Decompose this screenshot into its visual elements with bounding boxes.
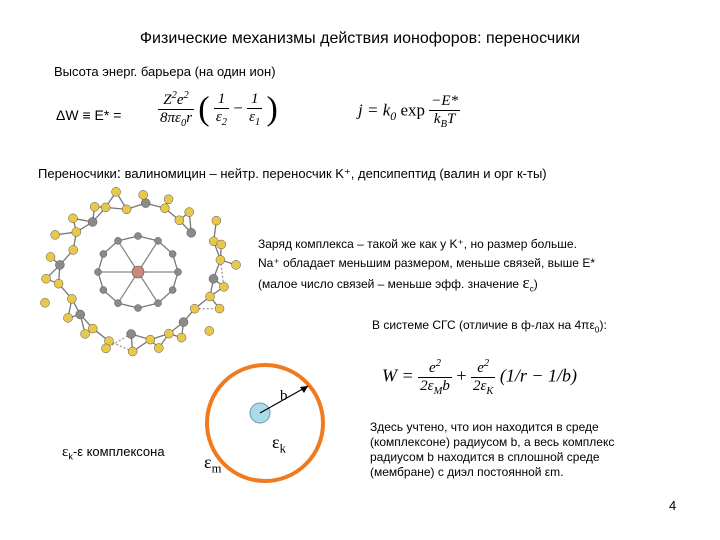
molecule-atom (127, 330, 136, 339)
molecule-atom (90, 202, 99, 211)
complex-charge-note (258, 235, 595, 298)
barrier-subtitle: Высота энерг. барьера (на один ион) (54, 64, 276, 79)
cgs-note (372, 318, 607, 334)
molecule-atom (101, 344, 110, 353)
molecule-atom (179, 318, 188, 327)
molecule-atom (88, 218, 97, 227)
molecule-atom (175, 216, 184, 225)
molecule-atom (216, 255, 225, 264)
molecule-atom (54, 279, 63, 288)
molecule-atom (135, 233, 142, 240)
molecule-atom (112, 187, 121, 196)
radius-b-label: b (280, 388, 288, 404)
eps-m-label (204, 452, 221, 477)
molecule-atom (122, 205, 131, 214)
eps-c-sub: c (529, 283, 534, 294)
molecule-atom (139, 190, 148, 199)
explanation-text (370, 420, 614, 480)
molecule-atom (205, 326, 214, 335)
molecule-atom (115, 237, 122, 244)
molecule-atom (72, 228, 81, 237)
explanation-line: (мембране) с диэл постоянной εm. (370, 465, 564, 479)
central-ion-atom (132, 266, 144, 278)
eps-k-symbol: ε (272, 432, 280, 452)
carriers-colon: : (116, 165, 121, 182)
molecule-atom (155, 237, 162, 244)
molecule-atom (219, 282, 228, 291)
molecule-atom (217, 240, 226, 249)
molecule-atom (40, 298, 49, 307)
molecule-atom (177, 333, 186, 342)
molecule-atom (81, 329, 90, 338)
complex-note-line3-end: ) (533, 277, 538, 291)
complex-note-line3-start: (малое число связей – меньше эфф. значение (258, 277, 523, 291)
molecule-atom (160, 204, 169, 213)
molecule-atom (141, 199, 150, 208)
molecule-atom (128, 347, 137, 356)
carriers-prefix: Переносчики (38, 166, 117, 181)
molecule-atom (46, 252, 55, 261)
complexon-eps-rest: -ε комплексона (72, 444, 165, 459)
molecule-atom (42, 274, 51, 283)
complexon-eps-sub: k (68, 451, 73, 462)
eps-k-sub: k (279, 441, 286, 456)
complex-sphere-ring (207, 365, 323, 481)
molecule-atom (175, 269, 182, 276)
molecule-atom (187, 228, 196, 237)
molecule-atom (64, 313, 73, 322)
complex-note-line3 (258, 273, 595, 298)
molecule-atom (101, 203, 110, 212)
complex-note-line2: Na⁺ обладает меньшим размером, меньше связей, выше E* (258, 256, 595, 270)
eps-c-symbol: ε (522, 273, 530, 292)
complexon-eps-label (62, 444, 165, 462)
molecule-atom (164, 329, 173, 338)
eps-k-label (272, 432, 286, 457)
molecule-atom (164, 195, 173, 204)
molecule-atom (76, 310, 85, 319)
molecule-atom (190, 304, 199, 313)
molecule-atom (169, 287, 176, 294)
molecule-atom (232, 260, 241, 269)
cgs-note-sub: 0 (594, 324, 600, 335)
explanation-line: Здесь учтено, что ион находится в среде (370, 420, 599, 434)
molecule-atom (69, 214, 78, 223)
molecule-atom (169, 251, 176, 258)
cgs-note-text: В системе СГС (отличие в ф-лах на 4πε (372, 318, 595, 332)
carriers-text: валиномицин – нейтр. переносчик K⁺, депсипептид (валин и орг к-ты) (120, 166, 547, 181)
molecule-atom (100, 287, 107, 294)
molecule-atom (209, 274, 218, 283)
molecule-atom (55, 260, 64, 269)
delta-w-label: ΔW ≡ E* = (56, 107, 122, 123)
eps-m-symbol: ε (204, 452, 212, 472)
molecule-atom (67, 294, 76, 303)
molecule-atom (146, 335, 155, 344)
complexon-eps-symbol: ε (62, 444, 69, 460)
complex-note-line1: Заряд комплекса – такой же как у K⁺, но размер больше. (258, 237, 577, 251)
molecule-atom (51, 230, 60, 239)
page-number: 4 (669, 498, 677, 513)
molecule-atom (155, 300, 162, 307)
eps-m-sub: m (211, 461, 222, 476)
valinomycin-molecule-image (30, 180, 260, 370)
molecule-atom (154, 344, 163, 353)
molecule-atom (215, 304, 224, 313)
molecule-atom (135, 305, 142, 312)
energy-barrier-formula: $\frac{Z^2e^2}{8\pi\varepsilon_0r}$ ( $\frac{1}{\varepsilon_2}$ − $\frac{1}{\varepsilon_1}$ ) (160, 90, 278, 129)
molecule-atom (185, 208, 194, 217)
molecule-atom (88, 324, 97, 333)
cgs-energy-formula: W = $\frac{e^2}{2\varepsilon_Mb}$ + $\frac{e^2}{2\varepsilon_K}$ (1/r − 1/b) (382, 358, 578, 397)
molecule-atom (212, 216, 221, 225)
cgs-note-end: ): (599, 318, 607, 332)
molecule-atom (100, 251, 107, 258)
molecule-atom (95, 269, 102, 276)
slide-title: Физические механизмы действия ионофоров: переносчики (139, 30, 581, 47)
molecule-atom (115, 300, 122, 307)
molecule-atom (205, 292, 214, 301)
molecule-atom (69, 245, 78, 254)
explanation-line: радиусом b находится в сплошной среде (370, 450, 600, 464)
flux-formula: $j = k_0$ exp $\frac{-E*}{k_BT}$ (358, 93, 459, 130)
explanation-line: (комплексоне) радиусом b, а весь комплекс (370, 435, 615, 449)
